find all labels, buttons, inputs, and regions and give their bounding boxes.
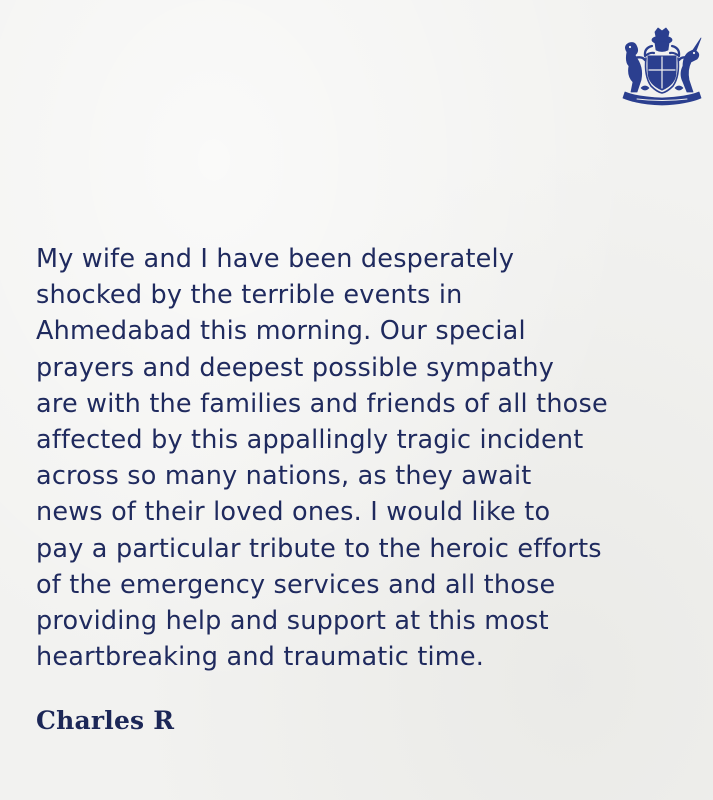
royal-coat-of-arms-icon	[617, 26, 707, 108]
letter-message: My wife and I have been desperately shocked by the terrible events in Ahmedabad this morning. Our special prayers and deepest possible sympathy are with the families and friends of all those affected by this appallingly tragic incident across so many nations, as they await news of their loved ones. I would like to pay a particular tribute to the heroic efforts of the emergency services and all those providing help and support at this most heartbreaking and traumatic time.	[36, 244, 608, 673]
signature: Charles R	[36, 706, 175, 735]
